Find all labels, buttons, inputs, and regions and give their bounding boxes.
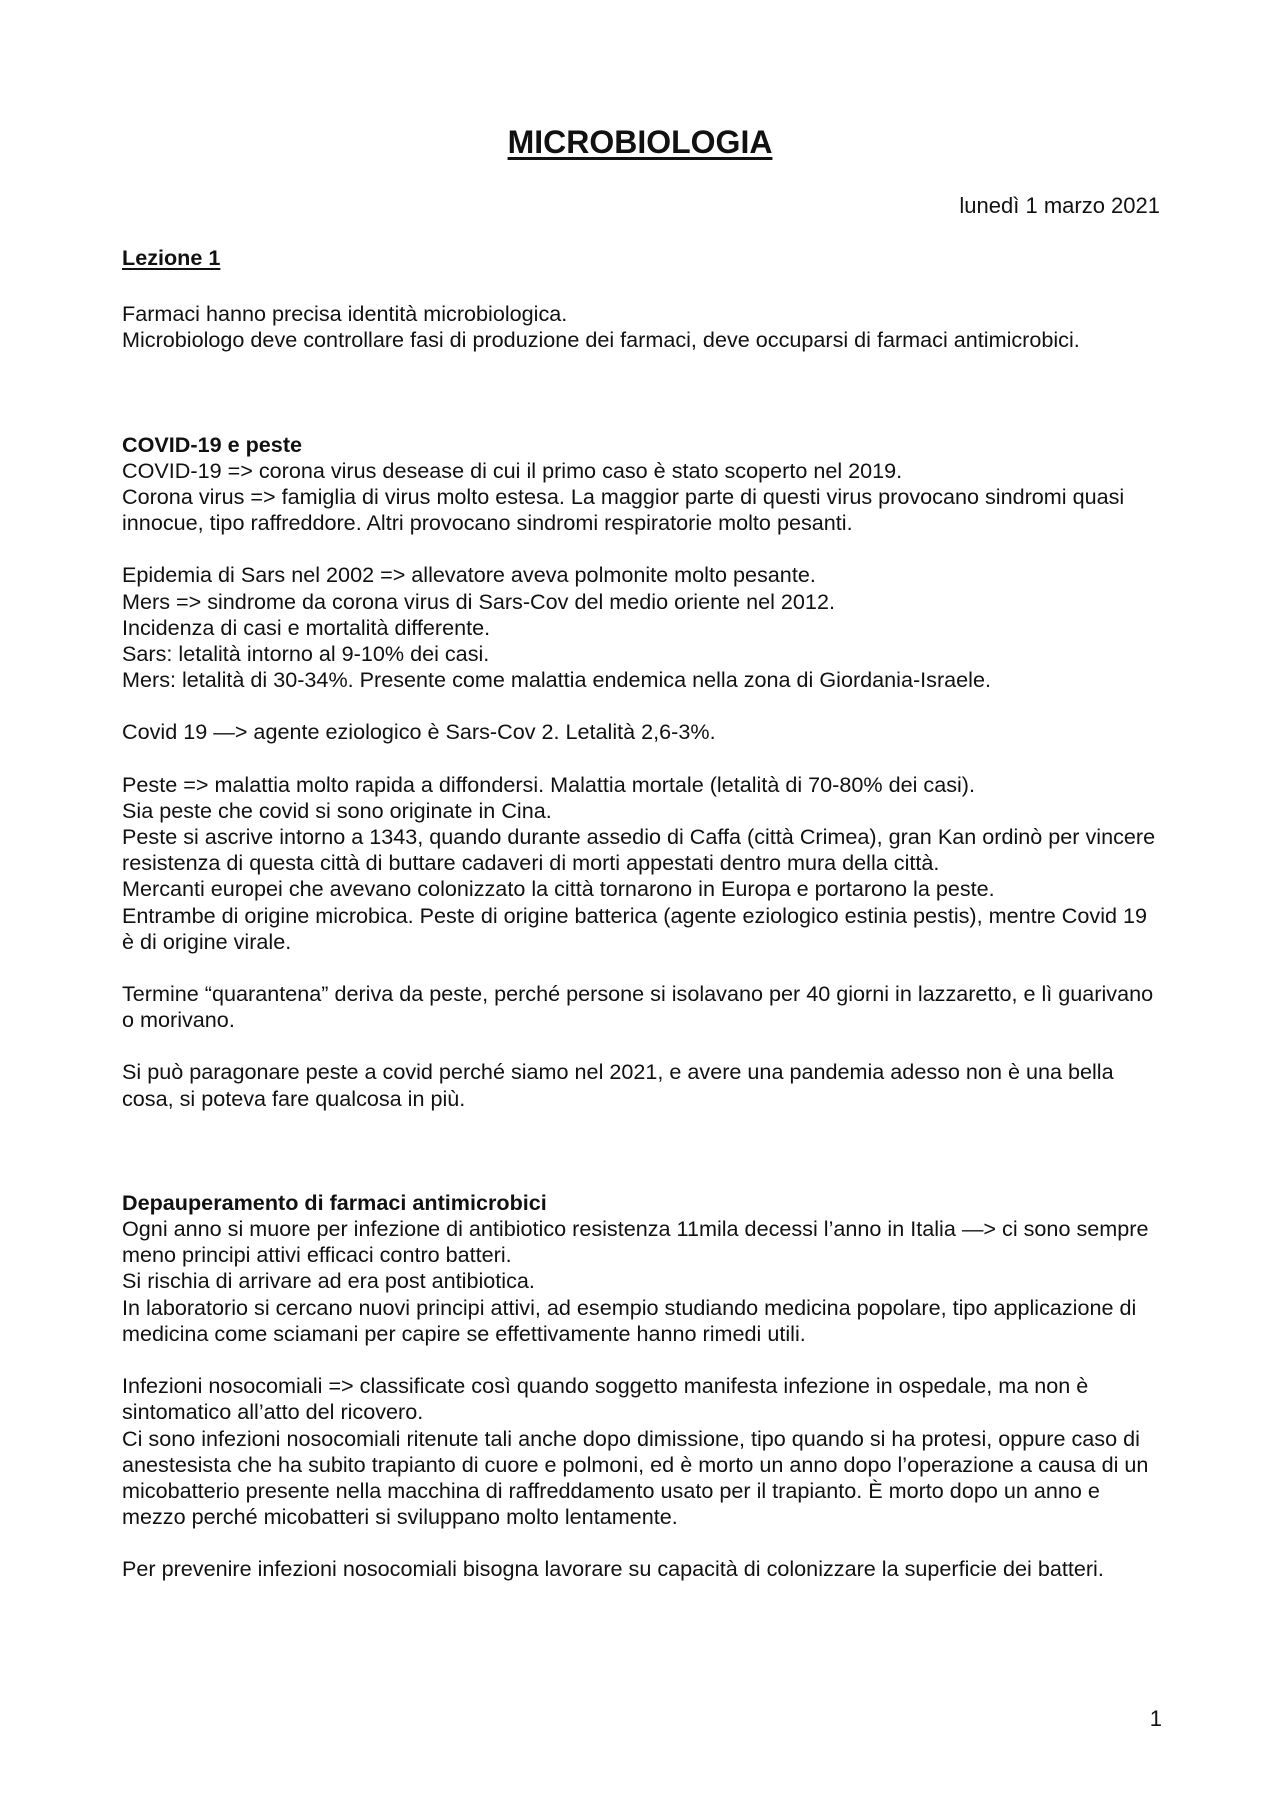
paragraph-line: Incidenza di casi e mortalità differente. [122,614,491,640]
paragraph-line: Entrambe di origine microbica. Peste di origine batterica (agente eziologico estinia pestis), mentre Covid 19 è di origine virale. [122,902,1148,954]
page-number: 1 [1149,1706,1162,1731]
paragraph-line: Peste si ascrive intorno a 1343, quando durante assedio di Caffa (città Crimea), gran Kan ordinò per vincere resistenza di questa città di buttare cadaveri di morti appestati dentro mura della città. [122,824,1156,876]
paragraph-line: Si rischia di arrivare ad era post antibiotica. [122,1268,535,1294]
lesson-heading: Lezione 1 [122,245,221,270]
document-body [122,245,1162,1583]
paragraph-line: Mers: letalità di 30-34%. Presente come malattia endemica nella zona di Giordania-Israele. [122,667,991,693]
intro-line: Microbiologo deve controllare fasi di produzione dei farmaci, deve occuparsi di farmaci antimicrobici. [122,327,1080,353]
paragraph-line: Mercanti europei che avevano colonizzato la città tornarono in Europa e portarono la peste. [122,876,995,902]
paragraph-line: Covid 19 —> agente eziologico è Sars-Cov 2. Letalità 2,6-3%. [122,719,716,745]
paragraph-line: COVID-19 => corona virus desease di cui il primo caso è stato scoperto nel 2019. [122,457,903,483]
section-heading-antimicrobici: Depauperamento di farmaci antimicrobici [122,1189,547,1215]
paragraph-line: Sia peste che covid si sono originate in Cina. [122,797,552,823]
paragraph-line: Ogni anno si muore per infezione di antibiotico resistenza 11mila decessi l’anno in Italia —> ci sono sempre meno principi attivi efficaci contro batteri. [122,1216,1149,1268]
intro-line: Farmaci hanno precisa identità microbiologica. [122,301,568,327]
paragraph-line: Corona virus => famiglia di virus molto estesa. La maggior parte di questi virus provocano sindromi quasi innocue, tipo raffreddore. Altri provocano sindromi respiratorie molto pesanti. [122,484,1125,536]
paragraph-line: In laboratorio si cercano nuovi principi attivi, ad esempio studiando medicina popolare, tipo applicazione di medicina come sciamani per capire se effettivamente hanno rimedi utili. [122,1294,1137,1346]
paragraph-line: Epidemia di Sars nel 2002 => allevatore aveva polmonite molto pesante. [122,562,816,588]
paragraph-line: Termine “quarantena” deriva da peste, perché persone si isolavano per 40 giorni in lazzaretto, e lì guarivano o morivano. [122,981,1154,1033]
paragraph-line: Sars: letalità intorno al 9-10% dei casi. [122,641,490,667]
section-heading-covid: COVID-19 e peste [122,431,303,457]
paragraph-line: Infezioni nosocomiali => classificate così quando soggetto manifesta infezione in ospedale, ma non è sintomatico all’atto del ricovero. [122,1373,1089,1425]
paragraph-line: Ci sono infezioni nosocomiali ritenute tali anche dopo dimissione, tipo quando si ha protesi, oppure caso di anestesista che ha subito trapianto di cuore e polmoni, ed è morto un anno dopo l’operazione a causa di un micobatterio presente nella macchina di raffreddamento usato per il trapianto. È morto dopo un anno e mezzo perché micobatteri si sviluppano molto lentamente. [122,1425,1149,1530]
document-title: MICROBIOLOGIA [507,124,773,160]
paragraph-line: Per prevenire infezioni nosocomiali bisogna lavorare su capacità di colonizzare la superficie dei batteri. [122,1556,1104,1582]
paragraph-line: Si può paragonare peste a covid perché siamo nel 2021, e avere una pandemia adesso non è una bella cosa, si poteva fare qualcosa in più. [122,1059,1114,1111]
paragraph-line: Mers => sindrome da corona virus di Sars-Cov del medio oriente nel 2012. [122,588,835,614]
lecture-date: lunedì 1 marzo 2021 [959,193,1160,218]
paragraph-line: Peste => malattia molto rapida a diffondersi. Malattia mortale (letalità di 70-80% dei casi). [122,771,975,797]
